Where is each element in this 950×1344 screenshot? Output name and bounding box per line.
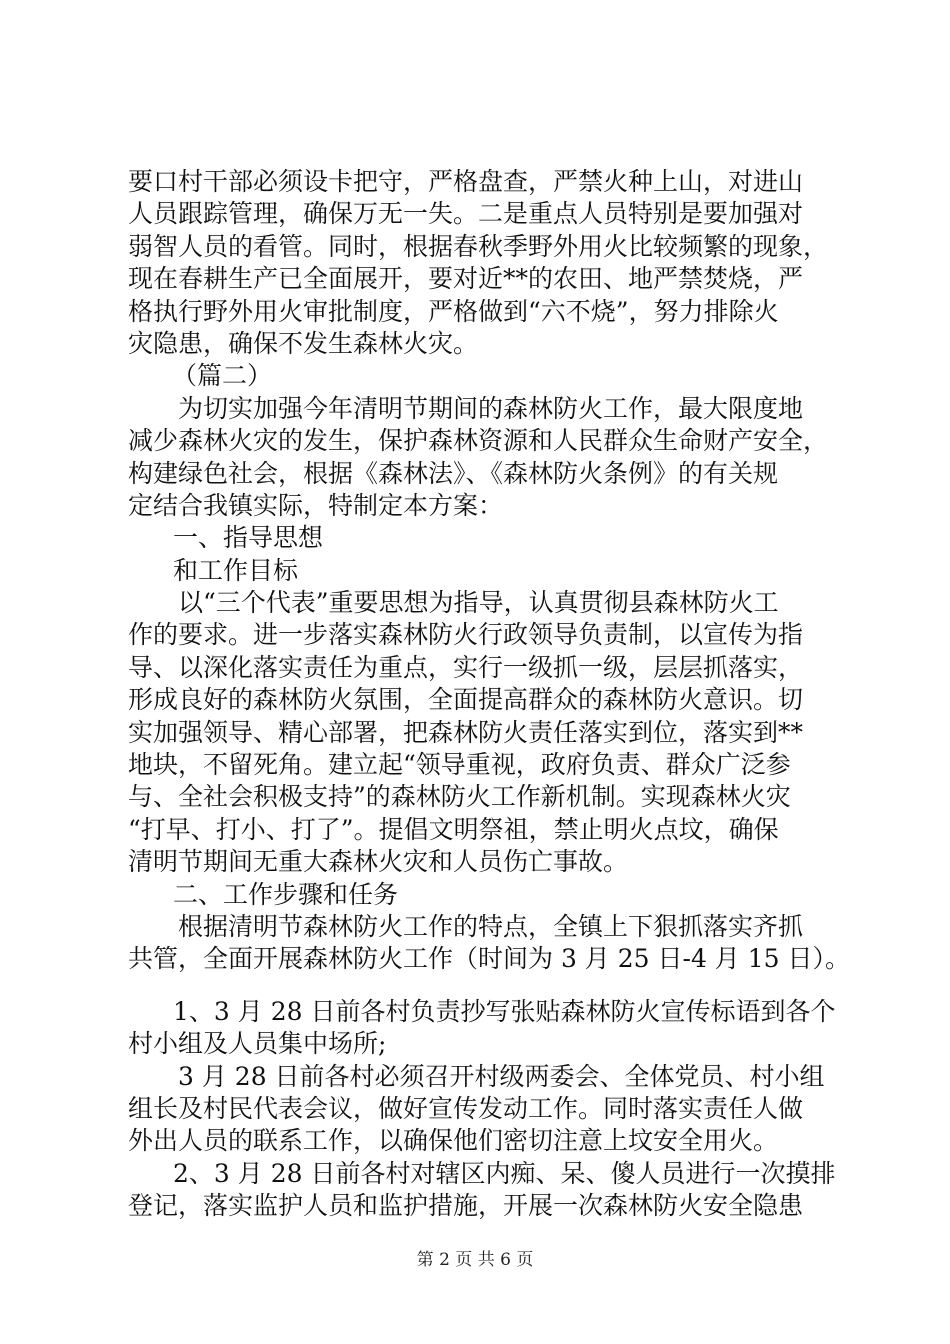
text-line: 清明节期间无重大森林火灾和人员伤亡事故。 — [128, 847, 629, 877]
text-line: 外出人员的联系工作，以确保他们密切注意上坟安全用火。 — [128, 1126, 779, 1156]
text-line: 作的要求。进一步落实森林防火行政领导负责制，以宣传为指 — [128, 620, 804, 650]
text-line: 要口村干部必须设卡把守，严格盘查，严禁火种上山，对进山 — [128, 167, 804, 196]
text-line: 弱智人员的看管。同时，根据春秋季野外用火比较频繁的现象， — [128, 231, 829, 261]
text-line: 登记，落实监护人员和监护措施，开展一次森林防火安全隐患 — [128, 1191, 804, 1221]
text-line: 1、3 月 28 日前各村负责抄写张贴森林防火宣传标语到各个 — [173, 996, 836, 1026]
text-line: 形成良好的森林防火氛围，全面提高群众的森林防火意识。切 — [128, 685, 804, 715]
text-line: “打早、打小、打了”。提倡文明祭祖，禁止明火点坟，确保 — [128, 814, 779, 844]
text-line: 以“三个代表”重要思想为指导，认真贯彻县森林防火工 — [178, 588, 779, 618]
text-line: 灾隐患，确保不发生森林火灾。 — [128, 328, 479, 358]
text-line: 人员跟踪管理，确保万无一失。二是重点人员特别是要加强对 — [128, 199, 804, 229]
text-line: 共管，全面开展森林防火工作（时间为 3 月 25 日-4 月 15 日）。 — [128, 944, 851, 974]
text-line: 为切实加强今年清明节期间的森林防火工作，最大限度地 — [178, 393, 804, 423]
section-heading: 一、指导思想 — [173, 523, 324, 553]
text-line: 导、以深化落实责任为重点，实行一级抓一级，层层抓落实， — [128, 652, 804, 682]
text-line: 现在春耕生产已全面展开，要对近**的农田、地严禁焚烧，严 — [128, 264, 804, 294]
text-line: 减少森林火灾的发生，保护森林资源和人民群众生命财产安全， — [128, 426, 829, 456]
section-heading: （篇二） — [172, 361, 273, 391]
page-number: 第 2 页 共 6 页 — [416, 1250, 534, 1270]
text-line: 定结合我镇实际，特制定本方案： — [128, 490, 504, 520]
text-line: 格执行野外用火审批制度，严格做到“六不烧”，努力排除火 — [128, 296, 779, 326]
text-line: 构建绿色社会，根据《森林法》、《森林防火条例》的有关规 — [128, 458, 779, 488]
paragraph-gap — [128, 976, 848, 996]
text-line: 组长及村民代表会议，做好宣传发动工作。同时落实责任人做 — [128, 1093, 804, 1123]
section-heading: 和工作目标 — [173, 555, 299, 585]
document-body — [128, 166, 851, 1223]
text-line: 与、全社会积极支持”的森林防火工作新机制。实现森林火灾 — [128, 782, 791, 812]
text-line: 3 月 28 日前各村必须召开村级两委会、全体党员、村小组 — [178, 1061, 825, 1091]
text-line: 村小组及人员集中场所; — [128, 1029, 387, 1059]
text-line: 根据清明节森林防火工作的特点，全镇上下狠抓落实齐抓 — [178, 911, 804, 941]
text-line: 地块，不留死角。建立起“领导重视，政府负责、群众广泛参 — [128, 750, 791, 780]
text-line: 实加强领导、精心部署，把森林防火责任落实到位，落实到** — [128, 717, 804, 747]
section-heading: 二、工作步骤和任务 — [173, 879, 399, 909]
text-line: 2、3 月 28 日前各村对辖区内痴、呆、傻人员进行一次摸排 — [173, 1158, 836, 1188]
